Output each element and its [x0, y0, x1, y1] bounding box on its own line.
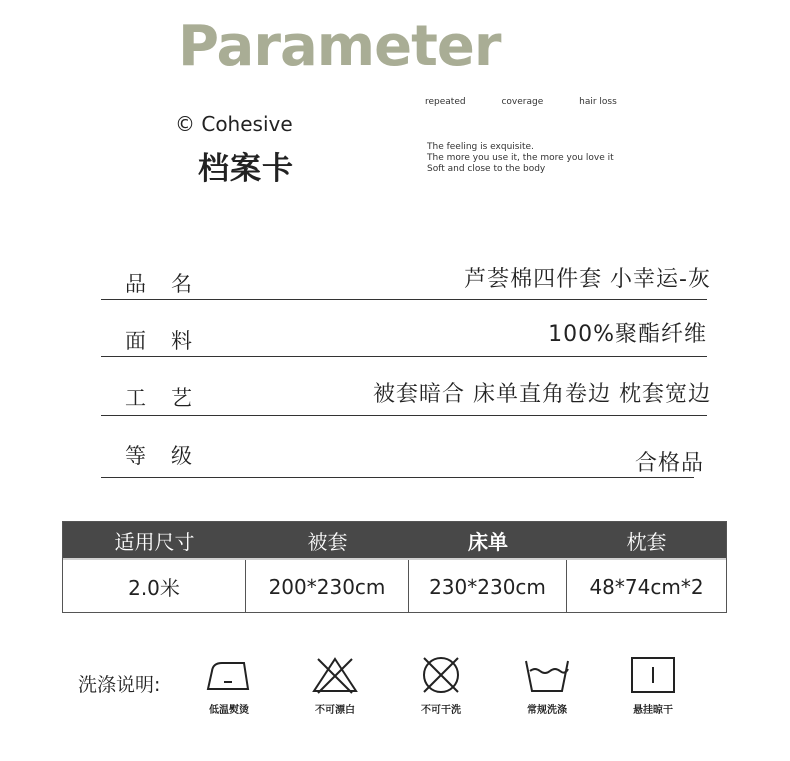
table-row — [63, 558, 726, 613]
row-label-craft: 工艺 — [125, 386, 217, 410]
care-item-bleach — [290, 655, 380, 716]
cell-bed-sheet: 230*230cm — [409, 560, 567, 613]
header-size: 适用尺寸 — [114, 529, 195, 554]
care-text: 低温熨烫 — [209, 705, 249, 716]
care-text: 不可干洗 — [421, 705, 461, 716]
hang-dry-icon — [628, 655, 678, 695]
no-bleach-icon — [310, 655, 360, 695]
no-dry-clean-icon — [416, 655, 466, 695]
tag-item: hair loss — [579, 97, 617, 107]
care-text: 常规洗涤 — [527, 705, 567, 716]
tag-item: coverage — [501, 97, 544, 107]
size-table-header — [63, 522, 726, 558]
row-value-grade: 合格品 — [634, 451, 704, 476]
row-divider — [101, 415, 707, 416]
header-duvet-cover: 被套 — [307, 529, 348, 554]
page-title: Parameter — [178, 14, 501, 79]
row-divider — [101, 356, 707, 357]
tag-item: repeated — [425, 97, 466, 107]
row-value-fabric: 100%聚酯纤维 — [548, 322, 707, 347]
tagline — [427, 142, 614, 175]
card-title: 档案卡 — [198, 151, 294, 187]
care-item-iron — [184, 655, 274, 716]
tagline-line: Soft and close to the body — [427, 164, 546, 174]
care-text: 悬挂晾干 — [633, 705, 673, 716]
care-item-dry-clean — [396, 655, 486, 716]
row-divider — [101, 299, 707, 300]
tag-list — [425, 97, 650, 107]
care-item-wash — [502, 655, 592, 716]
tagline-line: The more you use it, the more you love it — [427, 153, 614, 163]
cell-size: 2.0米 — [63, 560, 246, 613]
care-text: 不可漂白 — [315, 705, 355, 716]
row-divider — [101, 477, 694, 478]
row-value-product-name: 芦荟棉四件套 小幸运-灰 — [464, 267, 711, 292]
low-temp-iron-icon — [204, 655, 254, 695]
row-value-craft: 被套暗合 床单直角卷边 枕套宽边 — [373, 382, 711, 407]
row-label-grade: 等级 — [125, 444, 217, 468]
brand-name: © Cohesive — [175, 112, 293, 136]
cell-duvet-cover: 200*230cm — [246, 560, 409, 613]
row-label-fabric: 面料 — [125, 329, 217, 353]
header-pillowcase: 枕套 — [626, 529, 667, 554]
cell-pillowcase: 48*74cm*2 — [589, 574, 704, 599]
care-label: 洗涤说明: — [78, 674, 161, 696]
tagline-line: The feeling is exquisite. — [427, 142, 534, 152]
size-table — [62, 521, 727, 613]
row-label-product-name: 品名 — [125, 272, 217, 296]
header-bed-sheet: 床单 — [468, 529, 508, 554]
normal-wash-icon — [522, 655, 572, 695]
care-item-hang-dry — [608, 655, 698, 716]
